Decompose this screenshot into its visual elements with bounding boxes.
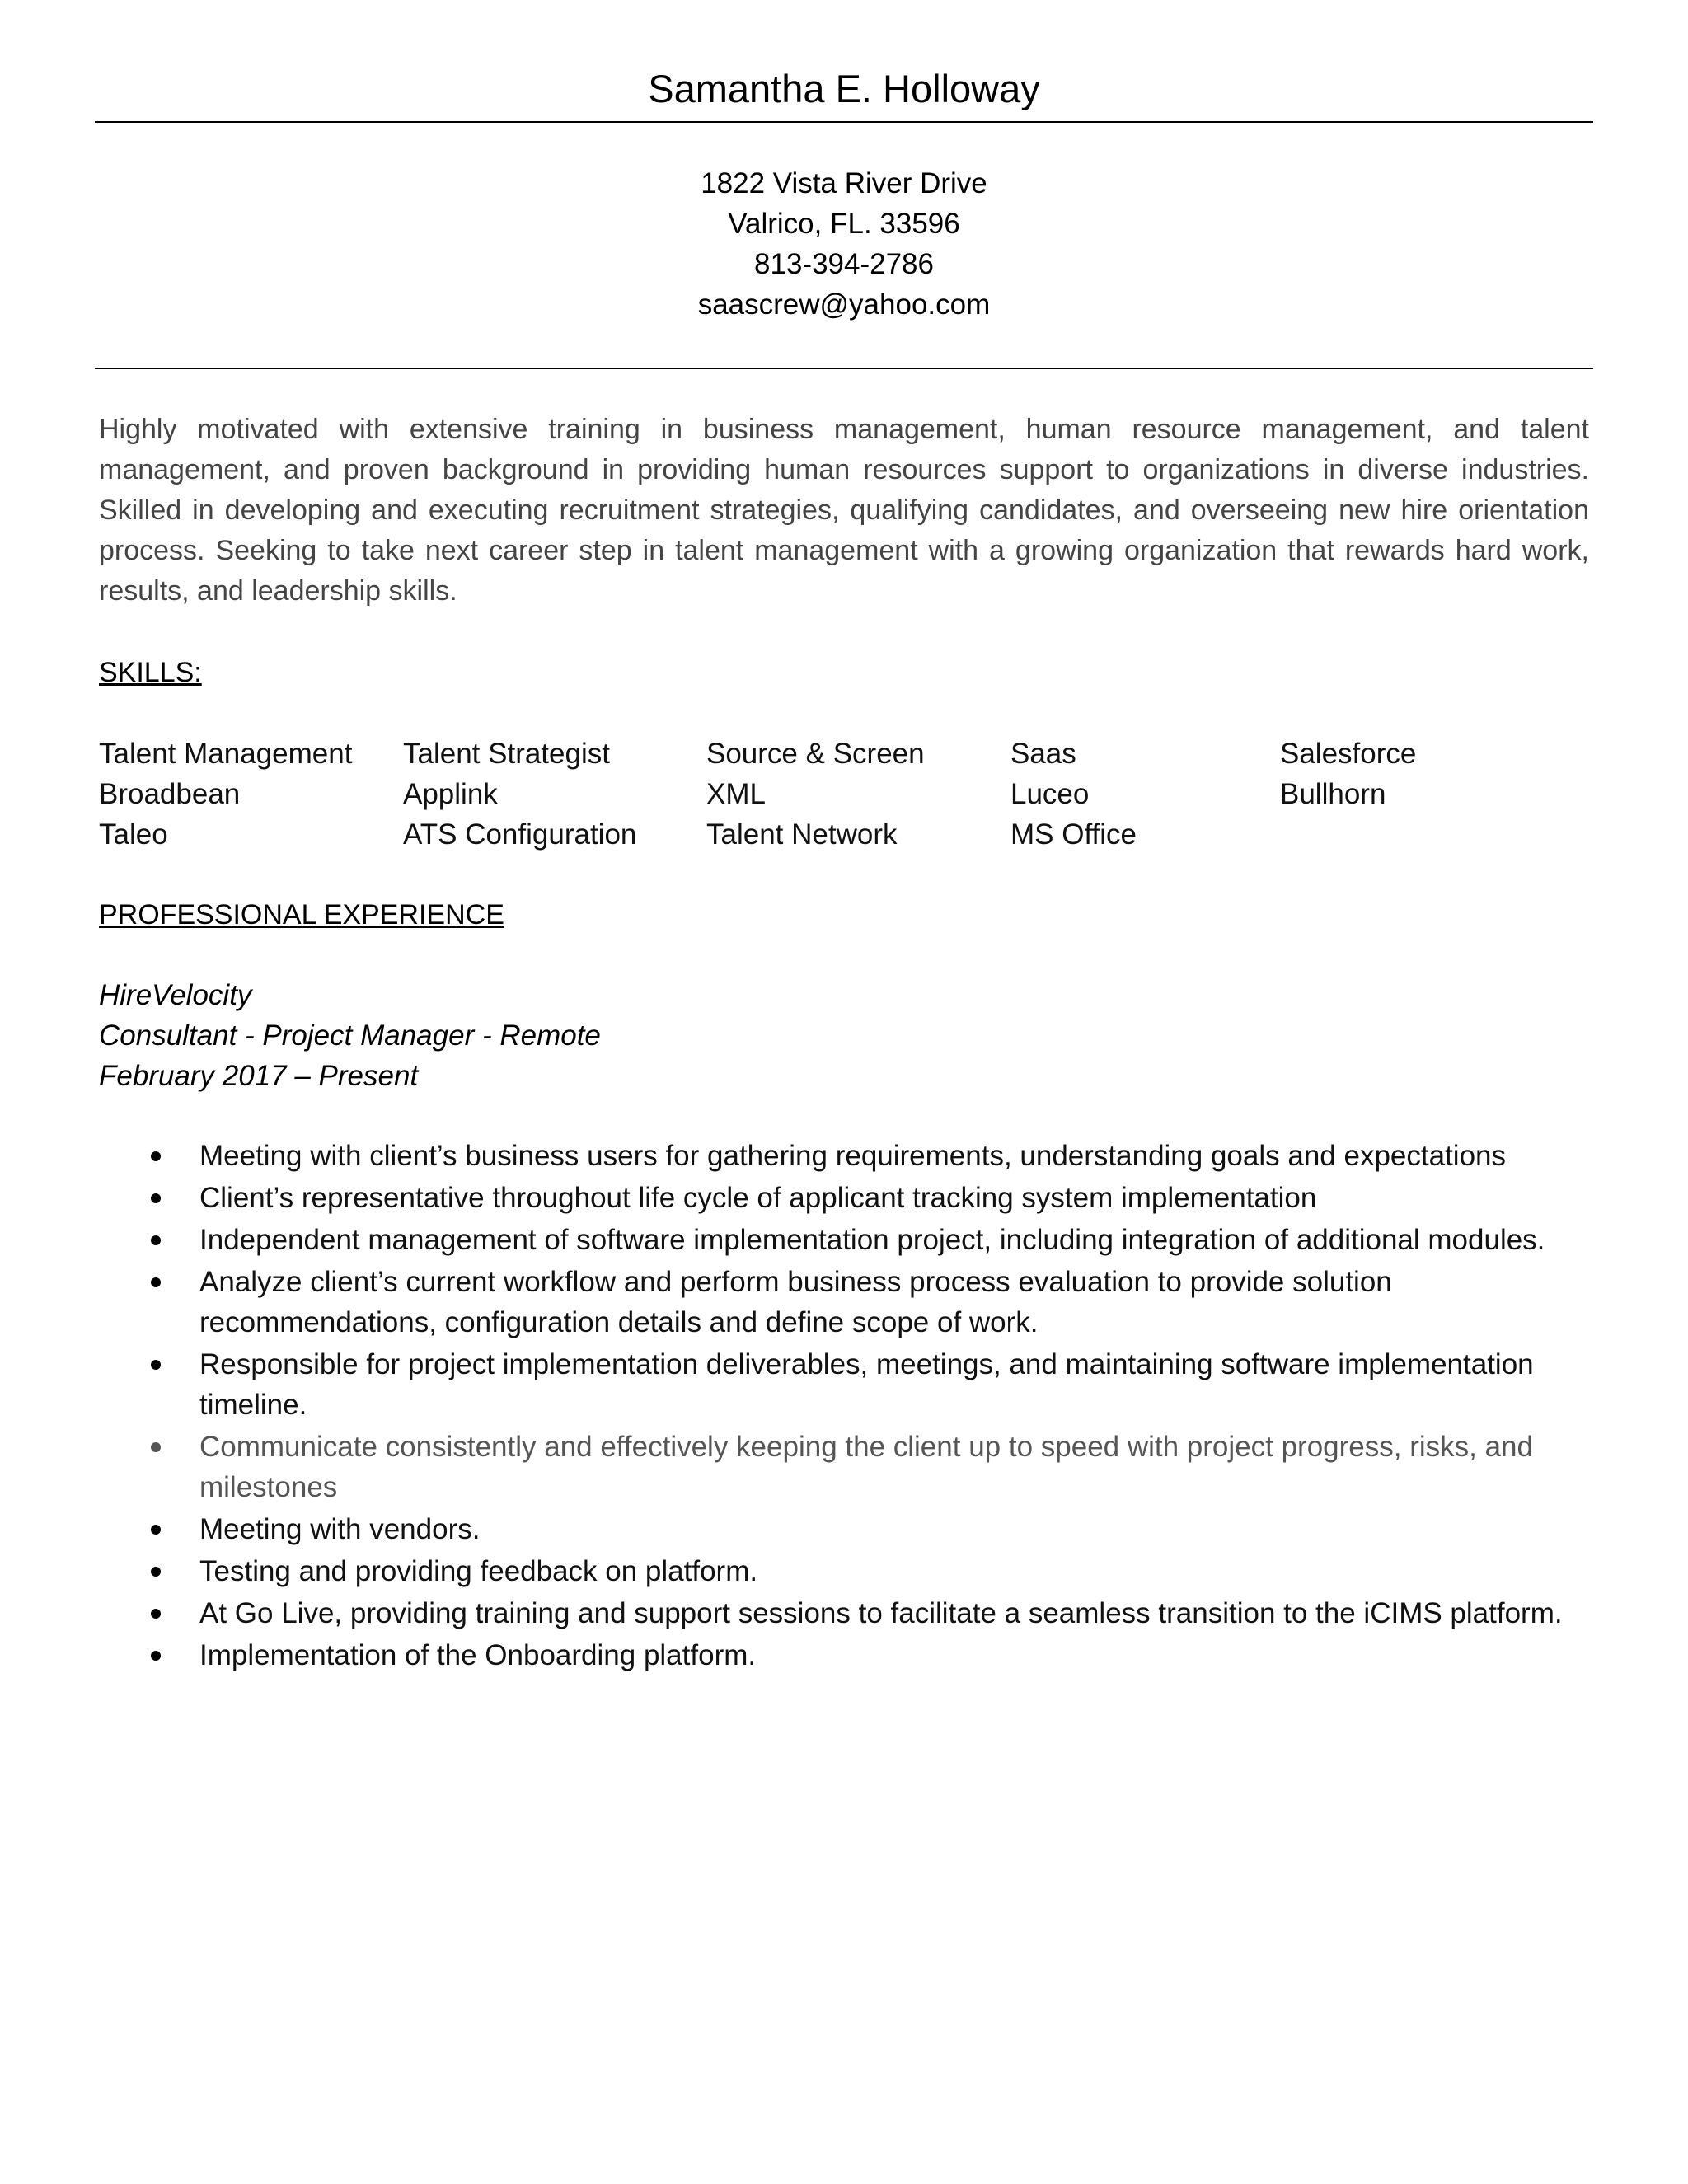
professional-summary: Highly motivated with extensive training in business management, human resource management, and talent management, and proven background in providing human resources support to organizations in diverse industries. Skilled in developing and executing recruitment strategies, qualifying candidates, and overseeing new hire orientation process. Seeking to take next career step in talent management with a growing organization that rewards hard work, results, and leadership skills. bbox=[99, 414, 1589, 607]
skill-item: Salesforce bbox=[1280, 738, 1417, 770]
list-item bbox=[0, 1427, 1584, 1507]
email-address: saascrew@yahoo.com bbox=[697, 288, 991, 321]
list-item bbox=[0, 1509, 1584, 1549]
skill-item: Talent Network bbox=[706, 818, 898, 851]
list-item-text: Testing and providing feedback on platform. bbox=[199, 1555, 758, 1587]
list-item-text: Responsible for project implementation deliverables, meetings, and maintaining software implementation timeline. bbox=[199, 1348, 1534, 1421]
skill-item: XML bbox=[706, 778, 766, 810]
list-item bbox=[0, 1178, 1584, 1218]
address-line-2: Valrico, FL. 33596 bbox=[728, 208, 960, 240]
skill-item: Taleo bbox=[99, 818, 168, 851]
skill-item: Talent Management bbox=[99, 738, 353, 770]
job-dates: February 2017 – Present bbox=[99, 1060, 419, 1092]
list-item bbox=[0, 1551, 1584, 1591]
company-name: HireVelocity bbox=[99, 979, 252, 1011]
bullet-icon bbox=[151, 1360, 161, 1370]
skills-heading: SKILLS: bbox=[99, 657, 202, 688]
list-item-text: Independent management of software implementation project, including integration of additional modules. bbox=[199, 1224, 1545, 1256]
list-item-text: Implementation of the Onboarding platform. bbox=[199, 1639, 757, 1671]
job-header bbox=[99, 975, 601, 1096]
list-item bbox=[0, 1220, 1584, 1260]
list-item-text: Analyze client’s current workflow and perform business process evaluation to provide solution recommendations, configuration details and define scope of work. bbox=[199, 1266, 1392, 1338]
skills-row bbox=[0, 814, 1688, 855]
contact-block bbox=[0, 163, 1688, 325]
list-item bbox=[0, 1635, 1584, 1675]
bullet-icon bbox=[151, 1609, 161, 1619]
bullet-icon bbox=[151, 1193, 161, 1203]
bullet-icon bbox=[151, 1151, 161, 1161]
bullet-icon bbox=[151, 1651, 161, 1661]
skill-item: Talent Strategist bbox=[403, 738, 610, 770]
skill-item: MS Office bbox=[1010, 818, 1137, 851]
candidate-name: Samantha E. Holloway bbox=[648, 67, 1040, 110]
skill-item: Bullhorn bbox=[1280, 778, 1386, 810]
skill-item: Luceo bbox=[1010, 778, 1090, 810]
contact-divider bbox=[95, 368, 1593, 369]
job-title: Consultant - Project Manager - Remote bbox=[99, 1019, 601, 1052]
bullet-icon bbox=[151, 1235, 161, 1245]
bullet-icon bbox=[151, 1567, 161, 1577]
list-item bbox=[0, 1136, 1584, 1176]
phone-number: 813-394-2786 bbox=[754, 248, 934, 280]
skills-row bbox=[0, 774, 1688, 814]
list-item bbox=[0, 1262, 1584, 1343]
bullet-icon bbox=[151, 1277, 161, 1287]
list-item-text: At Go Live, providing training and support sessions to facilitate a seamless transition to the iCIMS platform. bbox=[199, 1597, 1563, 1629]
list-item-text: Meeting with client’s business users for gathering requirements, understanding goals and expectations bbox=[199, 1140, 1506, 1172]
skill-item: Applink bbox=[403, 778, 498, 810]
bullet-icon bbox=[151, 1442, 161, 1452]
bullet-icon bbox=[151, 1525, 161, 1535]
skill-item: Source & Screen bbox=[706, 738, 925, 770]
skill-item: Saas bbox=[1010, 738, 1076, 770]
list-item-text: Meeting with vendors. bbox=[199, 1513, 481, 1545]
list-item-text: Communicate consistently and effectively keeping the client up to speed with project progress, risks, and milestones bbox=[199, 1431, 1533, 1503]
header-divider bbox=[95, 121, 1593, 123]
address-line-1: 1822 Vista River Drive bbox=[701, 167, 987, 199]
skill-item: Broadbean bbox=[99, 778, 241, 810]
experience-heading: PROFESSIONAL EXPERIENCE bbox=[99, 899, 504, 930]
skills-row bbox=[0, 733, 1688, 774]
list-item bbox=[0, 1593, 1584, 1633]
skill-item: ATS Configuration bbox=[403, 818, 637, 851]
responsibility-list bbox=[0, 1136, 1688, 1677]
list-item bbox=[0, 1344, 1584, 1425]
list-item-text: Client’s representative throughout life cycle of applicant tracking system implementation bbox=[199, 1182, 1317, 1214]
